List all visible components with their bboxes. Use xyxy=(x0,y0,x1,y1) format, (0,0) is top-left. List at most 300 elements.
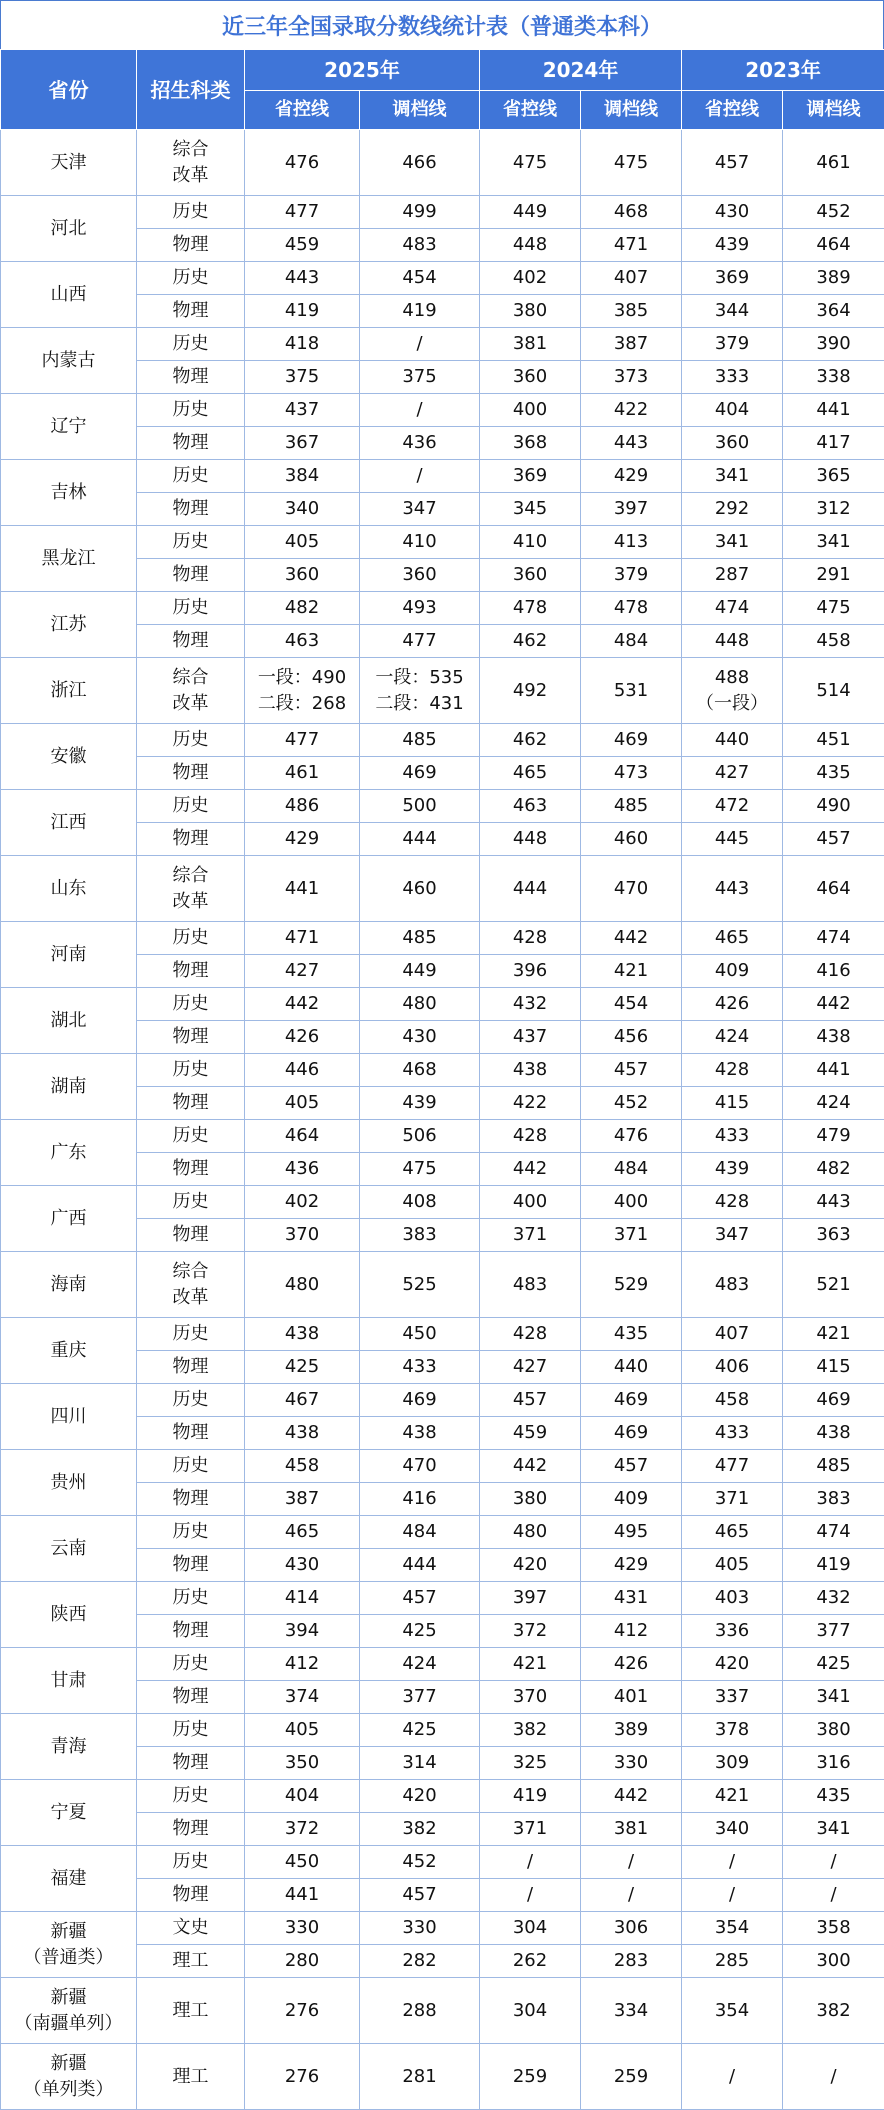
province-cell: 内蒙古 xyxy=(1,328,137,394)
admission-line-cell: 441 xyxy=(783,394,884,427)
subject-cell: 历史 xyxy=(137,724,245,757)
admission-line-cell: 449 xyxy=(360,955,480,988)
province-cell: 安徽 xyxy=(1,724,137,790)
admission-line-cell: 451 xyxy=(783,724,884,757)
control-line-cell: 400 xyxy=(480,1186,581,1219)
control-line-cell: 492 xyxy=(480,658,581,724)
control-line-cell: 405 xyxy=(245,1087,360,1120)
subject-cell: 历史 xyxy=(137,922,245,955)
subject-cell: 物理 xyxy=(137,625,245,658)
control-line-cell: 467 xyxy=(245,1384,360,1417)
admission-line-cell: 464 xyxy=(783,856,884,922)
admission-line-cell: 525 xyxy=(360,1252,480,1318)
province-cell: 青海 xyxy=(1,1714,137,1780)
admission-line-cell: 420 xyxy=(360,1780,480,1813)
control-line-cell: 419 xyxy=(245,295,360,328)
control-line-cell: 360 xyxy=(682,427,783,460)
admission-line-cell: 452 xyxy=(581,1087,682,1120)
control-line-cell: 379 xyxy=(682,328,783,361)
admission-line-cell: 442 xyxy=(581,1780,682,1813)
control-line-cell: 430 xyxy=(682,196,783,229)
control-line-cell: 420 xyxy=(480,1549,581,1582)
subject-cell: 历史 xyxy=(137,1054,245,1087)
control-line-cell: 478 xyxy=(480,592,581,625)
control-line-cell: 462 xyxy=(480,625,581,658)
table-row xyxy=(1,922,884,955)
admission-score-table xyxy=(0,49,884,2110)
control-line-cell: 463 xyxy=(245,625,360,658)
admission-line-cell: 450 xyxy=(360,1318,480,1351)
subject-cell: 历史 xyxy=(137,790,245,823)
table-row xyxy=(1,1186,884,1219)
admission-line-cell: 383 xyxy=(360,1219,480,1252)
control-line-cell: 458 xyxy=(682,1384,783,1417)
control-line-cell: / xyxy=(480,1846,581,1879)
admission-line-cell: 483 xyxy=(360,229,480,262)
admission-line-cell: 400 xyxy=(581,1186,682,1219)
control-line-cell: 465 xyxy=(480,757,581,790)
subject-cell: 物理 xyxy=(137,1153,245,1186)
subject-cell: 历史 xyxy=(137,196,245,229)
control-line-cell: 472 xyxy=(682,790,783,823)
province-cell: 河北 xyxy=(1,196,137,262)
admission-line-cell: 312 xyxy=(783,493,884,526)
admission-line-cell: 408 xyxy=(360,1186,480,1219)
admission-line-cell: 440 xyxy=(581,1351,682,1384)
control-line-cell: 438 xyxy=(245,1318,360,1351)
table-row xyxy=(1,1450,884,1483)
control-line-cell: 474 xyxy=(682,592,783,625)
control-line-cell: 309 xyxy=(682,1747,783,1780)
control-line-cell: 292 xyxy=(682,493,783,526)
control-line-cell: 412 xyxy=(245,1648,360,1681)
admission-line-cell: 485 xyxy=(360,724,480,757)
table-row xyxy=(1,1120,884,1153)
control-line-cell: 354 xyxy=(682,1978,783,2044)
province-cell: 云南 xyxy=(1,1516,137,1582)
subject-cell: 历史 xyxy=(137,328,245,361)
control-line-cell: 441 xyxy=(245,1879,360,1912)
table-row xyxy=(1,1252,884,1318)
subject-cell: 物理 xyxy=(137,295,245,328)
admission-line-cell: 407 xyxy=(581,262,682,295)
admission-line-cell: 306 xyxy=(581,1912,682,1945)
admission-line-cell: 259 xyxy=(581,2044,682,2110)
admission-line-cell: 452 xyxy=(360,1846,480,1879)
control-line-cell: 371 xyxy=(480,1219,581,1252)
province-cell: 广东 xyxy=(1,1120,137,1186)
admission-line-cell: / xyxy=(581,1846,682,1879)
control-line-cell: 409 xyxy=(682,955,783,988)
control-line-cell: 480 xyxy=(245,1252,360,1318)
control-line-cell: 420 xyxy=(682,1648,783,1681)
admission-line-cell: 457 xyxy=(360,1879,480,1912)
admission-line-cell: 478 xyxy=(581,592,682,625)
control-line-cell: 360 xyxy=(480,361,581,394)
admission-line-cell: 430 xyxy=(360,1021,480,1054)
province-cell: 湖北 xyxy=(1,988,137,1054)
admission-line-cell: 425 xyxy=(360,1615,480,1648)
control-line-cell: 463 xyxy=(480,790,581,823)
control-line-cell: 432 xyxy=(480,988,581,1021)
control-line-cell: 465 xyxy=(682,922,783,955)
control-line-cell: 450 xyxy=(245,1846,360,1879)
control-line-cell: 486 xyxy=(245,790,360,823)
admission-line-cell: 390 xyxy=(783,328,884,361)
control-line-cell: 262 xyxy=(480,1945,581,1978)
control-line-cell: 442 xyxy=(245,988,360,1021)
subject-cell: 物理 xyxy=(137,229,245,262)
control-line-cell: 464 xyxy=(245,1120,360,1153)
control-line-cell: 360 xyxy=(245,559,360,592)
subject-cell: 物理 xyxy=(137,361,245,394)
control-line-cell: 276 xyxy=(245,1978,360,2044)
admission-line-cell: / xyxy=(783,1879,884,1912)
admission-line-cell: 375 xyxy=(360,361,480,394)
control-line-cell: 448 xyxy=(682,625,783,658)
control-line-cell: 340 xyxy=(245,493,360,526)
province-cell: 江西 xyxy=(1,790,137,856)
province-cell: 山东 xyxy=(1,856,137,922)
control-line-cell: 439 xyxy=(682,1153,783,1186)
admission-line-cell: 500 xyxy=(360,790,480,823)
control-line-cell: 360 xyxy=(480,559,581,592)
table-row xyxy=(1,2044,884,2110)
control-line-cell: 428 xyxy=(682,1186,783,1219)
control-line-cell: 426 xyxy=(682,988,783,1021)
admission-line-cell: 514 xyxy=(783,658,884,724)
admission-line-cell: 469 xyxy=(783,1384,884,1417)
admission-line-cell: 499 xyxy=(360,196,480,229)
admission-line-cell: 425 xyxy=(783,1648,884,1681)
admission-line-cell: 442 xyxy=(783,988,884,1021)
control-line-cell: 410 xyxy=(480,526,581,559)
control-line-cell: 337 xyxy=(682,1681,783,1714)
admission-line-cell: 475 xyxy=(360,1153,480,1186)
admission-line-cell: 435 xyxy=(581,1318,682,1351)
control-line-cell: 372 xyxy=(480,1615,581,1648)
control-line-cell: 371 xyxy=(480,1813,581,1846)
control-line-cell: 372 xyxy=(245,1813,360,1846)
control-line-cell: / xyxy=(682,1879,783,1912)
control-line-cell: 405 xyxy=(682,1549,783,1582)
admission-line-cell: 330 xyxy=(360,1912,480,1945)
table-row xyxy=(1,328,884,361)
province-cell: 四川 xyxy=(1,1384,137,1450)
subject-cell: 历史 xyxy=(137,1516,245,1549)
admission-line-cell: 424 xyxy=(360,1648,480,1681)
admission-line-cell: 360 xyxy=(360,559,480,592)
admission-line-cell: 471 xyxy=(581,229,682,262)
control-line-cell: / xyxy=(682,1846,783,1879)
control-line-cell: 475 xyxy=(480,130,581,196)
control-line-cell: 354 xyxy=(682,1912,783,1945)
control-line-cell: 341 xyxy=(682,526,783,559)
control-line-cell: 477 xyxy=(245,724,360,757)
admission-line-cell: 458 xyxy=(783,625,884,658)
table-row xyxy=(1,460,884,493)
admission-line-cell: 468 xyxy=(581,196,682,229)
table-row xyxy=(1,1714,884,1747)
admission-line-cell: 477 xyxy=(360,625,480,658)
province-cell: 湖南 xyxy=(1,1054,137,1120)
admission-line-cell: 314 xyxy=(360,1747,480,1780)
control-line-cell: 387 xyxy=(245,1483,360,1516)
subject-cell: 物理 xyxy=(137,427,245,460)
admission-line-cell: 473 xyxy=(581,757,682,790)
control-line-cell: 418 xyxy=(245,328,360,361)
province-cell: 甘肃 xyxy=(1,1648,137,1714)
table-row xyxy=(1,262,884,295)
table-row xyxy=(1,856,884,922)
province-cell: 吉林 xyxy=(1,460,137,526)
control-line-cell: 449 xyxy=(480,196,581,229)
subject-cell: 历史 xyxy=(137,988,245,1021)
province-header: 省份 xyxy=(1,50,137,130)
control-line-cell: 405 xyxy=(245,1714,360,1747)
table-row xyxy=(1,196,884,229)
control-line-cell: 397 xyxy=(480,1582,581,1615)
control-line-cell: 459 xyxy=(480,1417,581,1450)
control-line-cell: 368 xyxy=(480,427,581,460)
subject-cell: 物理 xyxy=(137,1615,245,1648)
control-line-cell: 465 xyxy=(682,1516,783,1549)
subject-cell: 物理 xyxy=(137,1747,245,1780)
control-line-cell: 325 xyxy=(480,1747,581,1780)
admission-line-cell: 330 xyxy=(581,1747,682,1780)
admission-line-cell: 454 xyxy=(360,262,480,295)
admission-line-cell: 341 xyxy=(783,1813,884,1846)
control-line-cell: 443 xyxy=(245,262,360,295)
subject-cell: 综合 改革 xyxy=(137,856,245,922)
admission-line-cell: 341 xyxy=(783,1681,884,1714)
admission-line-cell: 443 xyxy=(783,1186,884,1219)
admission-line-cell: 475 xyxy=(581,130,682,196)
admission-line-cell: 288 xyxy=(360,1978,480,2044)
year-2023-header: 2023年 xyxy=(682,50,884,91)
admission-line-cell: / xyxy=(360,394,480,427)
subject-cell: 物理 xyxy=(137,1021,245,1054)
control-line-cell: 433 xyxy=(682,1120,783,1153)
control-line-cell: 438 xyxy=(245,1417,360,1450)
control-line-cell: 340 xyxy=(682,1813,783,1846)
admission-line-cell: 412 xyxy=(581,1615,682,1648)
admission-line-cell: 485 xyxy=(783,1450,884,1483)
table-row xyxy=(1,1912,884,1945)
control-line-cell: 428 xyxy=(480,1120,581,1153)
control-line-cell: 462 xyxy=(480,724,581,757)
table-row xyxy=(1,1648,884,1681)
admission-line-cell: 358 xyxy=(783,1912,884,1945)
admission-line-cell: 475 xyxy=(783,592,884,625)
admission-line-cell: 480 xyxy=(360,988,480,1021)
admission-line-cell: 438 xyxy=(783,1417,884,1450)
subject-cell: 理工 xyxy=(137,1978,245,2044)
province-cell: 海南 xyxy=(1,1252,137,1318)
admission-line-cell: 419 xyxy=(783,1549,884,1582)
admission-line-cell: 383 xyxy=(783,1483,884,1516)
control-line-cell: / xyxy=(480,1879,581,1912)
admission-line-header: 调档线 xyxy=(360,91,480,130)
admission-line-cell: 379 xyxy=(581,559,682,592)
control-line-cell: 428 xyxy=(480,922,581,955)
province-cell: 贵州 xyxy=(1,1450,137,1516)
admission-line-cell: 381 xyxy=(581,1813,682,1846)
control-line-cell: 445 xyxy=(682,823,783,856)
control-line-cell: 476 xyxy=(245,130,360,196)
subject-header: 招生科类 xyxy=(137,50,245,130)
control-line-cell: 381 xyxy=(480,328,581,361)
admission-line-cell: 476 xyxy=(581,1120,682,1153)
admission-line-cell: 377 xyxy=(783,1615,884,1648)
admission-line-cell: 460 xyxy=(360,856,480,922)
control-line-cell: 345 xyxy=(480,493,581,526)
control-line-cell: 280 xyxy=(245,1945,360,1978)
admission-line-cell: 432 xyxy=(783,1582,884,1615)
control-line-header: 省控线 xyxy=(480,91,581,130)
table-row xyxy=(1,130,884,196)
table-row xyxy=(1,1318,884,1351)
page-title: 近三年全国录取分数线统计表（普通类本科） xyxy=(0,0,884,49)
control-line-cell: 382 xyxy=(480,1714,581,1747)
admission-line-cell: 493 xyxy=(360,592,480,625)
control-line-cell: 287 xyxy=(682,559,783,592)
admission-line-cell: 466 xyxy=(360,130,480,196)
admission-line-cell: 461 xyxy=(783,130,884,196)
subject-cell: 历史 xyxy=(137,262,245,295)
control-line-cell: 439 xyxy=(682,229,783,262)
admission-line-cell: 444 xyxy=(360,1549,480,1582)
control-line-cell: 440 xyxy=(682,724,783,757)
admission-line-cell: 389 xyxy=(783,262,884,295)
admission-line-cell: 338 xyxy=(783,361,884,394)
subject-cell: 物理 xyxy=(137,493,245,526)
admission-line-cell: 419 xyxy=(360,295,480,328)
control-line-cell: 415 xyxy=(682,1087,783,1120)
admission-line-cell: 454 xyxy=(581,988,682,1021)
control-line-cell: 483 xyxy=(480,1252,581,1318)
control-line-cell: 442 xyxy=(480,1450,581,1483)
subject-cell: 文史 xyxy=(137,1912,245,1945)
admission-line-cell: 464 xyxy=(783,229,884,262)
control-line-cell: 441 xyxy=(245,856,360,922)
admission-line-cell: 470 xyxy=(581,856,682,922)
control-line-cell: 384 xyxy=(245,460,360,493)
subject-cell: 物理 xyxy=(137,1483,245,1516)
admission-line-cell: 281 xyxy=(360,2044,480,2110)
subject-cell: 历史 xyxy=(137,1582,245,1615)
control-line-cell: 437 xyxy=(480,1021,581,1054)
admission-line-cell: 490 xyxy=(783,790,884,823)
admission-line-cell: 363 xyxy=(783,1219,884,1252)
province-cell: 黑龙江 xyxy=(1,526,137,592)
subject-cell: 物理 xyxy=(137,1813,245,1846)
control-line-cell: 370 xyxy=(480,1681,581,1714)
subject-cell: 物理 xyxy=(137,955,245,988)
control-line-cell: 330 xyxy=(245,1912,360,1945)
control-line-cell: 285 xyxy=(682,1945,783,1978)
province-cell: 江苏 xyxy=(1,592,137,658)
admission-line-cell: / xyxy=(581,1879,682,1912)
control-line-cell: 一段：490 二段：268 xyxy=(245,658,360,724)
province-cell: 陕西 xyxy=(1,1582,137,1648)
admission-line-cell: 413 xyxy=(581,526,682,559)
admission-line-cell: 495 xyxy=(581,1516,682,1549)
admission-line-cell: 482 xyxy=(783,1153,884,1186)
table-row xyxy=(1,1780,884,1813)
admission-line-cell: 409 xyxy=(581,1483,682,1516)
control-line-cell: 424 xyxy=(682,1021,783,1054)
control-line-cell: 400 xyxy=(480,394,581,427)
control-line-cell: 421 xyxy=(480,1648,581,1681)
admission-line-cell: 474 xyxy=(783,1516,884,1549)
admission-line-cell: 457 xyxy=(783,823,884,856)
control-line-cell: 375 xyxy=(245,361,360,394)
admission-line-cell: / xyxy=(783,2044,884,2110)
admission-line-cell: 373 xyxy=(581,361,682,394)
admission-line-cell: 300 xyxy=(783,1945,884,1978)
control-line-cell: 336 xyxy=(682,1615,783,1648)
control-line-cell: 471 xyxy=(245,922,360,955)
control-line-cell: 430 xyxy=(245,1549,360,1582)
admission-line-cell: 397 xyxy=(581,493,682,526)
admission-line-header: 调档线 xyxy=(581,91,682,130)
admission-line-cell: 382 xyxy=(360,1813,480,1846)
admission-line-cell: 291 xyxy=(783,559,884,592)
table-row xyxy=(1,1978,884,2044)
control-line-cell: 333 xyxy=(682,361,783,394)
admission-line-cell: 479 xyxy=(783,1120,884,1153)
admission-line-cell: 421 xyxy=(783,1318,884,1351)
admission-line-cell: 457 xyxy=(581,1450,682,1483)
subject-cell: 物理 xyxy=(137,1681,245,1714)
control-line-cell: 436 xyxy=(245,1153,360,1186)
table-row xyxy=(1,1846,884,1879)
subject-cell: 理工 xyxy=(137,2044,245,2110)
control-line-cell: 380 xyxy=(480,1483,581,1516)
subject-cell: 历史 xyxy=(137,1450,245,1483)
control-line-cell: 421 xyxy=(682,1780,783,1813)
control-line-cell: 427 xyxy=(245,955,360,988)
subject-cell: 物理 xyxy=(137,1087,245,1120)
table-row xyxy=(1,1384,884,1417)
province-cell: 山西 xyxy=(1,262,137,328)
admission-line-cell: 521 xyxy=(783,1252,884,1318)
control-line-cell: 403 xyxy=(682,1582,783,1615)
subject-cell: 物理 xyxy=(137,757,245,790)
table-row xyxy=(1,1516,884,1549)
admission-line-cell: 一段：535 二段：431 xyxy=(360,658,480,724)
year-2025-header: 2025年 xyxy=(245,50,480,91)
control-line-cell: 374 xyxy=(245,1681,360,1714)
admission-line-cell: 529 xyxy=(581,1252,682,1318)
subject-cell: 历史 xyxy=(137,1714,245,1747)
year-2024-header: 2024年 xyxy=(480,50,682,91)
control-line-cell: 304 xyxy=(480,1912,581,1945)
control-line-cell: 426 xyxy=(245,1021,360,1054)
admission-line-cell: 433 xyxy=(360,1351,480,1384)
admission-line-cell: 417 xyxy=(783,427,884,460)
admission-line-cell: 452 xyxy=(783,196,884,229)
province-cell: 重庆 xyxy=(1,1318,137,1384)
admission-line-cell: 468 xyxy=(360,1054,480,1087)
province-cell: 广西 xyxy=(1,1186,137,1252)
control-line-cell: 457 xyxy=(682,130,783,196)
control-line-cell: 369 xyxy=(682,262,783,295)
admission-line-cell: 425 xyxy=(360,1714,480,1747)
admission-line-cell: 460 xyxy=(581,823,682,856)
subject-cell: 物理 xyxy=(137,1549,245,1582)
